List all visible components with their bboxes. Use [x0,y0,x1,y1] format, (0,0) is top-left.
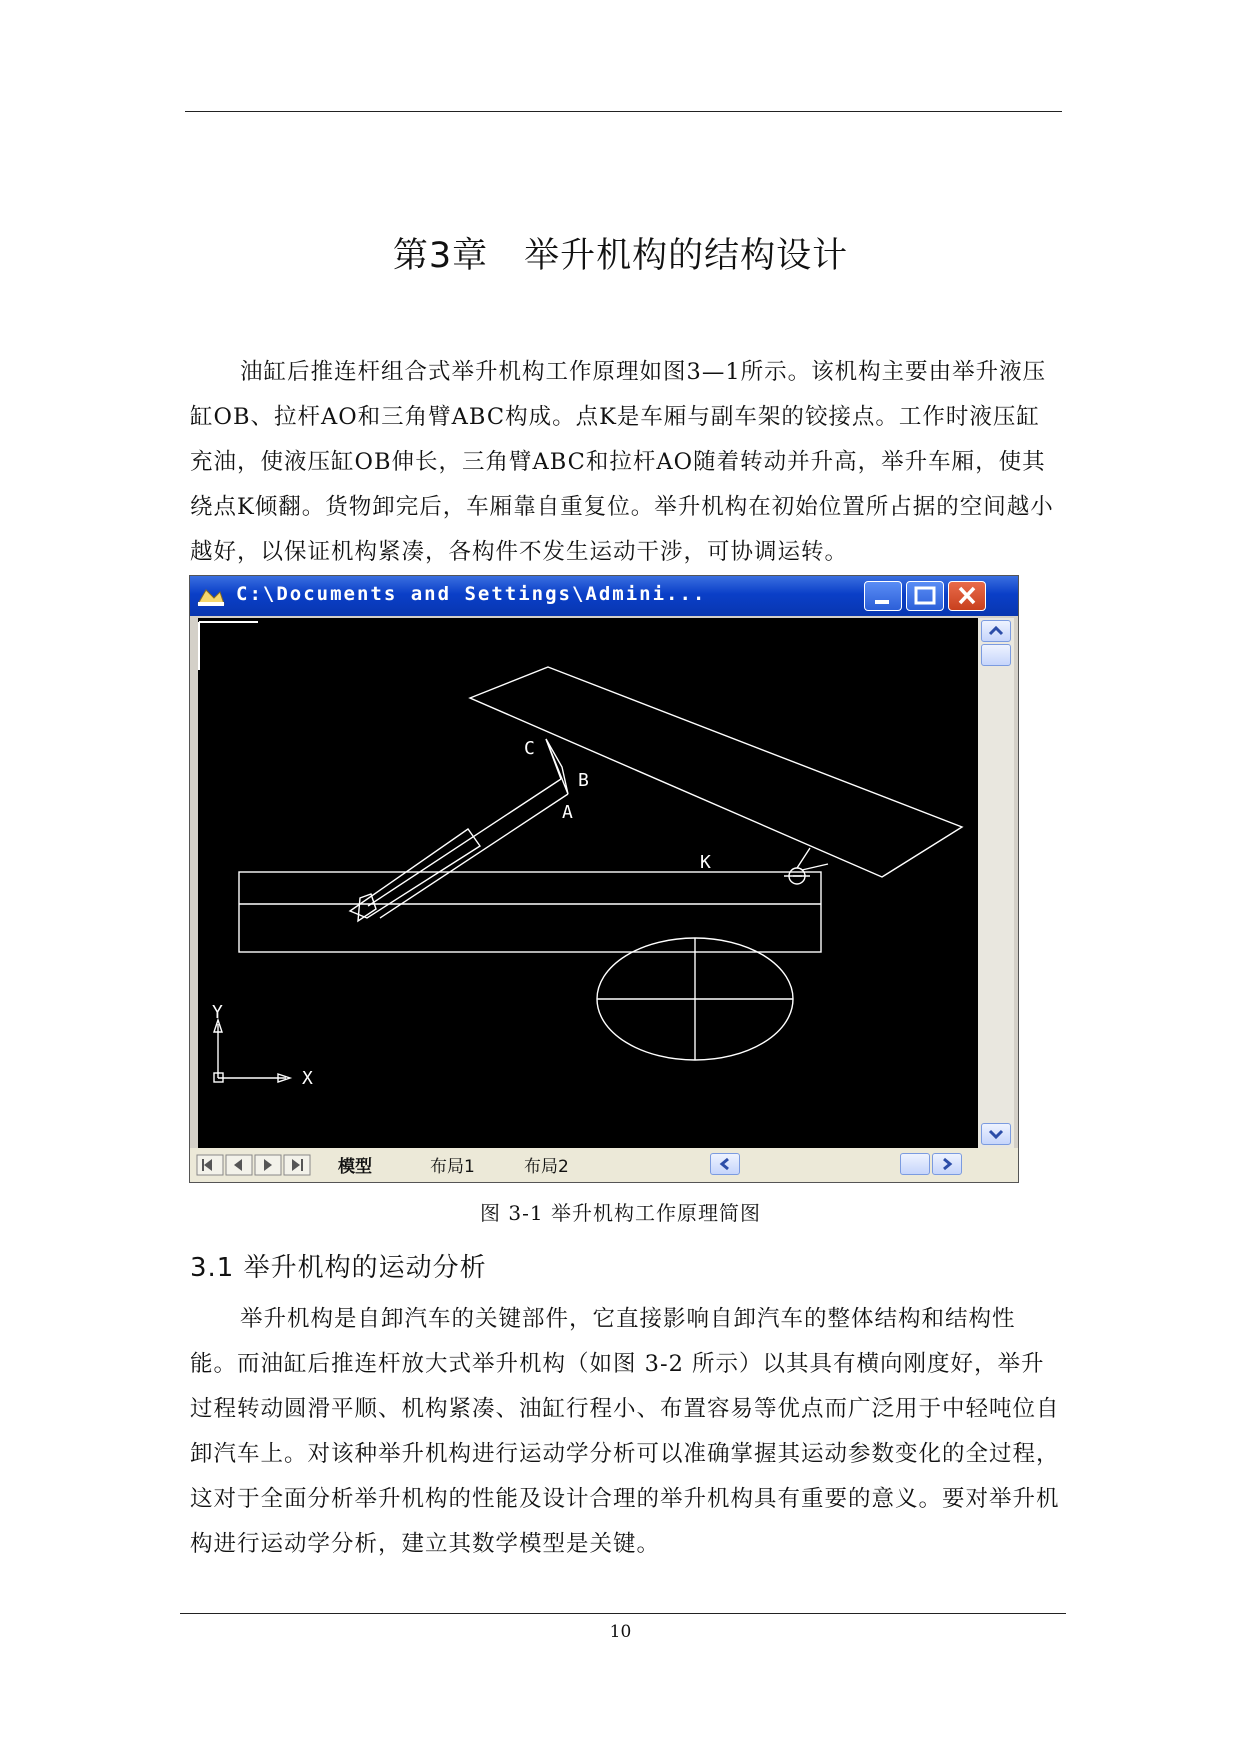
tab-navigation-buttons[interactable] [196,1154,316,1176]
window-title: C:\Documents and Settings\Admini... [236,583,707,605]
label-a: A [562,802,573,823]
horizontal-scroll-thumb[interactable] [900,1153,930,1175]
subframe [239,872,821,952]
paragraph-analysis-text: 举升机构是自卸汽车的关键部件，它直接影响自卸汽车的整体结构和结构性能。而油缸后推连杆放大式举升机构（如图 3-2 所示）以其具有横向刚度好，举升过程转动圆滑平顺、机构紧凑、油缸行程小、布置容易等优点而广泛用于中轻吨位自卸汽车上。对该种举升机构进行运动学分析可以准确掌握其运动参数变化的全过程，这对于全面分析举升机构的性能及设计合理的举升机构具有重要的意义。要对举升机构进行运动学分析，建立其数学模型是关键。 [190,1306,1060,1557]
label-x: X [302,1068,313,1089]
label-k: K [700,852,711,873]
figure-caption: 图 3-1 举升机构工作原理简图 [480,1201,761,1225]
header-rule [185,111,1062,112]
scroll-down-button[interactable] [981,1123,1011,1145]
minimize-button[interactable] [864,581,902,611]
link-ao-top [368,779,561,906]
paragraph-intro-text: 油缸后推连杆组合式举升机构工作原理如图3—1所示。该机构主要由举升液压缸OB、拉杆AO和三角臂ABC构成。点K是车厢与副车架的铰接点。工作时液压缸充油，使液压缸OB伸长，三角臂ABC和拉杆AO随着转动并升高，举升车厢，使其绕点K倾翻。货物卸完后，车厢靠自重复位。举升机构在初始位置所占据的空间越小越好，以保证机构紧凑，各构件不发生运动干涉，可协调运转。 [190,359,1054,565]
cad-app-icon [196,584,226,612]
cad-figure-window [189,575,1019,1183]
label-c: C [524,738,535,759]
paragraph-intro [190,350,1060,575]
tab-layout1[interactable]: 布局1 [430,1157,475,1177]
scroll-right-button[interactable] [932,1153,962,1175]
scroll-down-icon [982,1124,1010,1144]
scroll-up-icon [982,621,1010,641]
link-ao-bottom [380,794,568,918]
cad-drawing-area[interactable] [198,618,978,1148]
scroll-left-button[interactable] [710,1153,740,1175]
close-button[interactable] [948,581,986,611]
tab-layout2[interactable]: 布局2 [524,1157,569,1177]
chapter-title: 第3章 举升机构的结构设计 [392,236,849,276]
label-b: B [578,770,589,791]
maximize-button[interactable] [906,581,944,611]
window-titlebar[interactable] [190,576,1018,616]
scroll-thumb[interactable] [981,644,1011,666]
tab-model[interactable]: 模型 [338,1157,372,1177]
scroll-up-button[interactable] [981,620,1011,642]
footer-rule [180,1613,1066,1614]
maximize-icon [907,582,943,610]
pivot-o [358,894,376,921]
close-icon [949,582,985,610]
vertical-scrollbar[interactable] [978,618,1014,1148]
section-heading: 3.1 举升机构的运动分析 [190,1253,487,1283]
page-number: 10 [609,1622,632,1642]
paragraph-analysis [190,1297,1060,1567]
minimize-icon [865,582,901,610]
label-y: Y [212,1002,223,1023]
scroll-left-icon [711,1154,739,1174]
dump-box [470,667,962,877]
scroll-right-icon [933,1154,961,1174]
cursor-crosshair [199,622,258,670]
layout-tab-bar [190,1148,1018,1182]
